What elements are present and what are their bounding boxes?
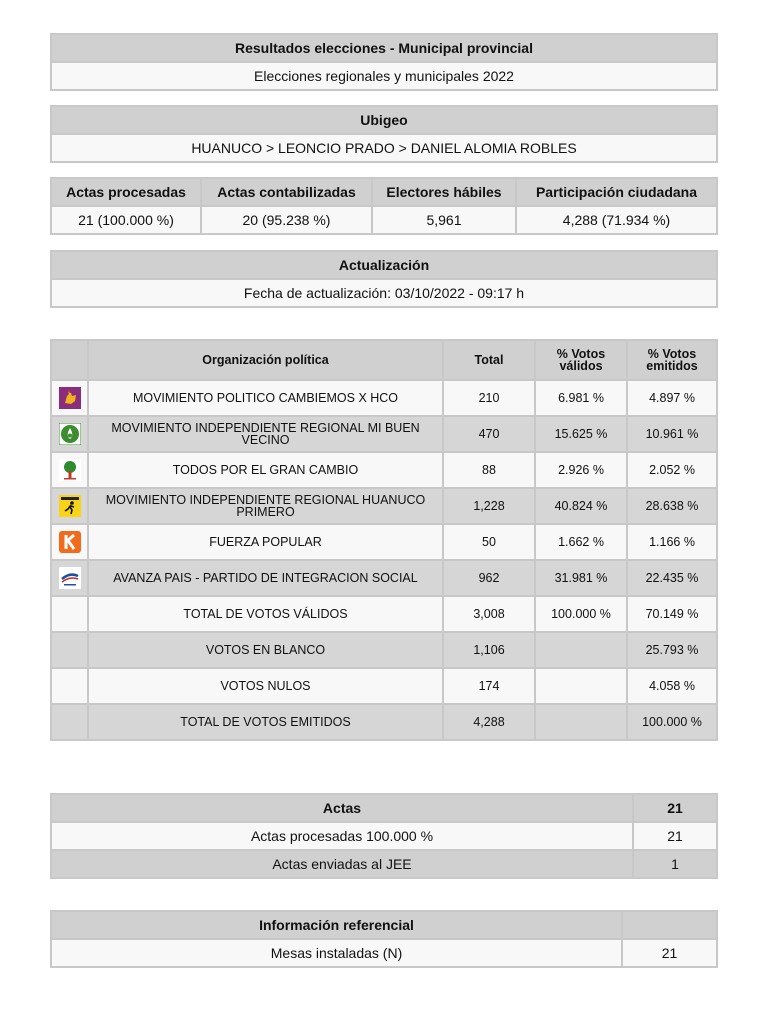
table-row <box>52 381 716 415</box>
actas-procesadas-label: Actas procesadas 100.000 % <box>52 823 632 849</box>
total-emitted-pct: 100.000 % <box>628 705 716 739</box>
table-row <box>52 561 716 595</box>
org-valid-pct: 2.926 % <box>536 453 626 487</box>
ubigeo-label: Ubigeo <box>52 107 716 133</box>
mesas-instaladas-value: 21 <box>623 940 716 966</box>
total-emitted-pct: 70.149 % <box>628 597 716 631</box>
total-valid-pct <box>536 633 626 667</box>
total-header: Total <box>444 341 534 379</box>
actas-contabilizadas-header: Actas contabilizadas <box>202 179 371 205</box>
org-name: AVANZA PAIS - PARTIDO DE INTEGRACION SOCIAL <box>89 561 442 595</box>
null-votes-row <box>52 669 716 703</box>
ubigeo-breadcrumb: HUANUCO > LEONCIO PRADO > DANIEL ALOMIA ROBLES <box>52 135 716 161</box>
total-label: VOTOS NULOS <box>89 669 442 703</box>
actas-contabilizadas-value: 20 (95.238 %) <box>202 207 371 233</box>
org-header: Organización política <box>89 341 442 379</box>
total-value: 4,288 <box>444 705 534 739</box>
org-name: MOVIMIENTO POLITICO CAMBIEMOS X HCO <box>89 381 442 415</box>
actas-procesadas-value: 21 (100.000 %) <box>52 207 200 233</box>
tree-logo-icon <box>59 459 81 481</box>
table-row <box>52 525 716 559</box>
org-valid-pct: 1.662 % <box>536 525 626 559</box>
org-emitted-pct: 28.638 % <box>628 489 716 523</box>
runner-logo-icon <box>59 495 81 517</box>
org-valid-pct: 6.981 % <box>536 381 626 415</box>
valid-pct-header: % Votos válidos <box>536 341 626 379</box>
header-table <box>50 33 718 91</box>
summary-table <box>50 177 718 235</box>
org-emitted-pct: 1.166 % <box>628 525 716 559</box>
update-date: Fecha de actualización: 03/10/2022 - 09:17 h <box>52 280 716 306</box>
total-valid-pct <box>536 705 626 739</box>
org-valid-pct: 15.625 % <box>536 417 626 451</box>
info-label: Información referencial <box>52 912 621 938</box>
actas-procesadas-count: 21 <box>634 823 716 849</box>
actas-label: Actas <box>52 795 632 821</box>
update-label: Actualización <box>52 252 716 278</box>
org-name: MOVIMIENTO INDEPENDIENTE REGIONAL HUANUCO PRIMERO <box>89 489 442 523</box>
page-title: Resultados elecciones - Municipal provincial <box>52 35 716 61</box>
org-emitted-pct: 4.897 % <box>628 381 716 415</box>
table-row <box>52 453 716 487</box>
electores-habiles-header: Electores hábiles <box>373 179 515 205</box>
org-emitted-pct: 22.435 % <box>628 561 716 595</box>
actas-table <box>50 793 718 879</box>
logo-header <box>52 341 87 379</box>
total-value: 3,008 <box>444 597 534 631</box>
total-valid-row <box>52 597 716 631</box>
total-emitted-row <box>52 705 716 739</box>
update-table <box>50 250 718 308</box>
mesas-instaladas-label: Mesas instaladas (N) <box>52 940 621 966</box>
blank-votes-row <box>52 633 716 667</box>
org-name: FUERZA POPULAR <box>89 525 442 559</box>
org-valid-pct: 40.824 % <box>536 489 626 523</box>
org-emitted-pct: 10.961 % <box>628 417 716 451</box>
avanza-pais-logo-icon <box>59 567 81 589</box>
total-value: 174 <box>444 669 534 703</box>
total-emitted-pct: 4.058 % <box>628 669 716 703</box>
org-emitted-pct: 2.052 % <box>628 453 716 487</box>
k-logo-icon <box>59 531 81 553</box>
total-valid-pct <box>536 669 626 703</box>
info-table <box>50 910 718 968</box>
drop-logo-icon <box>59 423 81 445</box>
org-name: TODOS POR EL GRAN CAMBIO <box>89 453 442 487</box>
total-label: TOTAL DE VOTOS EMITIDOS <box>89 705 442 739</box>
total-label: VOTOS EN BLANCO <box>89 633 442 667</box>
actas-count: 21 <box>634 795 716 821</box>
org-total: 88 <box>444 453 534 487</box>
actas-jee-count: 1 <box>634 851 716 877</box>
total-emitted-pct: 25.793 % <box>628 633 716 667</box>
org-total: 1,228 <box>444 489 534 523</box>
election-name: Elecciones regionales y municipales 2022 <box>52 63 716 89</box>
actas-jee-label: Actas enviadas al JEE <box>52 851 632 877</box>
emitted-pct-header: % Votos emitidos <box>628 341 716 379</box>
org-name: MOVIMIENTO INDEPENDIENTE REGIONAL MI BUEN VECINO <box>89 417 442 451</box>
org-total: 962 <box>444 561 534 595</box>
table-row <box>52 417 716 451</box>
participacion-value: 4,288 (71.934 %) <box>517 207 716 233</box>
org-total: 210 <box>444 381 534 415</box>
org-total: 50 <box>444 525 534 559</box>
org-valid-pct: 31.981 % <box>536 561 626 595</box>
electores-habiles-value: 5,961 <box>373 207 515 233</box>
rooster-logo-icon <box>59 387 81 409</box>
total-value: 1,106 <box>444 633 534 667</box>
info-header-blank <box>623 912 716 938</box>
total-valid-pct: 100.000 % <box>536 597 626 631</box>
results-table <box>50 339 718 741</box>
table-row <box>52 489 716 523</box>
org-total: 470 <box>444 417 534 451</box>
participacion-header: Participación ciudadana <box>517 179 716 205</box>
ubigeo-table <box>50 105 718 163</box>
actas-procesadas-header: Actas procesadas <box>52 179 200 205</box>
total-label: TOTAL DE VOTOS VÁLIDOS <box>89 597 442 631</box>
